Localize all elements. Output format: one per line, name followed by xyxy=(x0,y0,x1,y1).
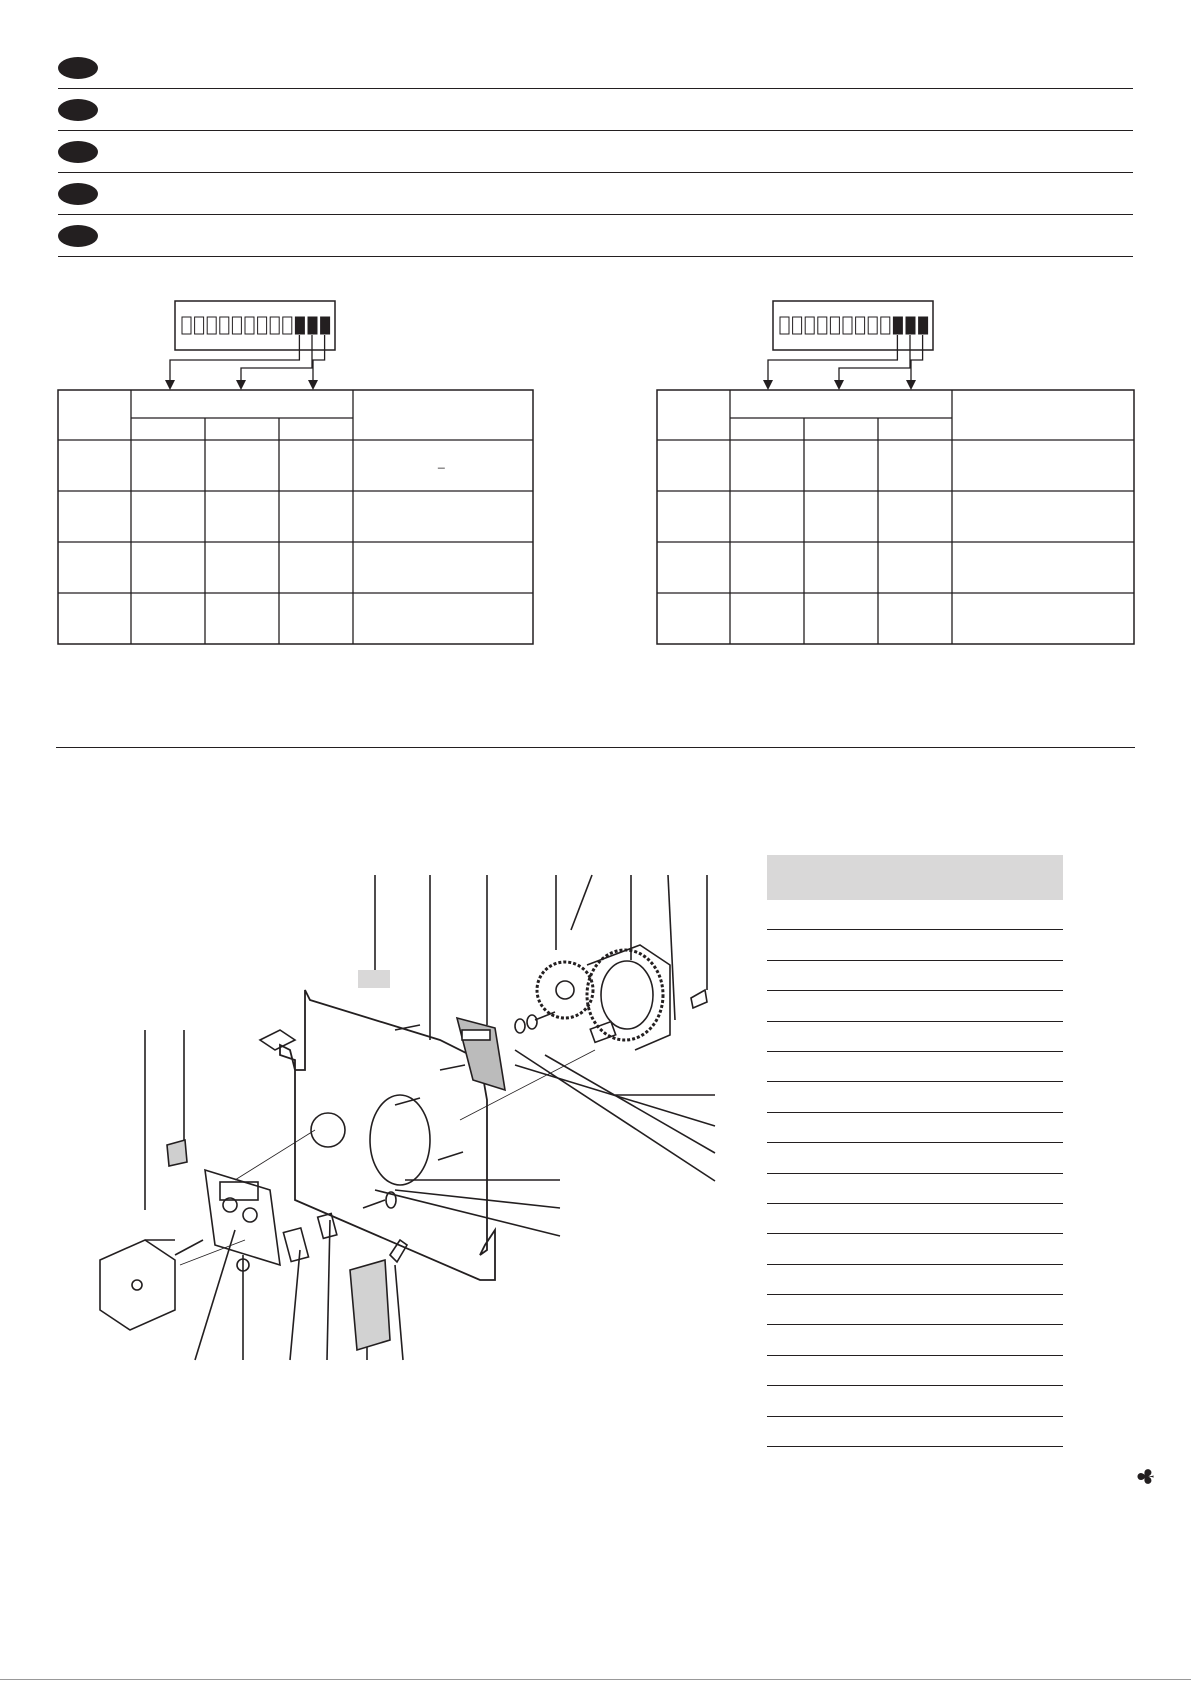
standoff xyxy=(283,1228,308,1262)
parts-list-header xyxy=(767,855,1063,900)
dip-switch-lever xyxy=(919,317,928,334)
arrow-head-icon xyxy=(763,380,773,390)
table-cell-mark: _ xyxy=(438,455,445,469)
parts-list-table xyxy=(767,855,1063,1447)
dip-switch-table-right xyxy=(0,0,1191,700)
callout-line xyxy=(395,1190,560,1208)
dip-switch-lever xyxy=(793,317,802,334)
parts-list-row xyxy=(767,1204,1063,1234)
callout-line xyxy=(571,875,592,930)
dip-switch-arrow xyxy=(911,335,923,383)
label-sticker xyxy=(457,1018,505,1090)
screw xyxy=(363,1200,385,1208)
gear-wheel xyxy=(537,962,593,1018)
parts-list-row xyxy=(767,1022,1063,1052)
arrow-head-icon xyxy=(906,380,916,390)
dip-switch-lever xyxy=(805,317,814,334)
mounting-bracket xyxy=(260,1030,295,1050)
dip-switch-lever xyxy=(830,317,839,334)
dip-switch-lever xyxy=(906,317,915,334)
parts-list-row xyxy=(767,1417,1063,1447)
parts-list-row xyxy=(767,930,1063,960)
dip-switch-lever xyxy=(818,317,827,334)
parts-list-row xyxy=(767,1234,1063,1264)
label-plate xyxy=(358,970,390,988)
parts-list-row xyxy=(767,1356,1063,1386)
callout-line xyxy=(395,1265,403,1360)
connector xyxy=(167,1140,187,1166)
dip-switch-lever xyxy=(881,317,890,334)
page-edge-rule xyxy=(0,1679,1191,1680)
callout-line xyxy=(668,875,675,1020)
washer xyxy=(515,1019,525,1033)
dip-switch-lever xyxy=(868,317,877,334)
dip-switch-lever xyxy=(893,317,902,334)
dip-switch-lever xyxy=(856,317,865,334)
parts-list-row xyxy=(767,1082,1063,1112)
spacer xyxy=(590,1022,615,1043)
ring-housing xyxy=(587,945,670,1050)
brand-logo-icon: ♣ xyxy=(1134,1466,1160,1487)
callout-line xyxy=(515,1050,715,1181)
stepper-motor xyxy=(100,1240,203,1330)
parts-list-row xyxy=(767,1325,1063,1355)
screw xyxy=(691,990,707,1008)
callout-line xyxy=(375,1190,560,1236)
settings-table xyxy=(657,390,1134,644)
parts-list-row xyxy=(767,1143,1063,1173)
parts-list-row xyxy=(767,1265,1063,1295)
callout-line xyxy=(545,1055,715,1153)
arrow-head-icon xyxy=(834,380,844,390)
dip-switch-arrow xyxy=(839,335,910,383)
parts-list-row xyxy=(767,991,1063,1021)
dip-switch-block xyxy=(763,301,933,390)
callout-line xyxy=(290,1250,300,1360)
table-frame xyxy=(657,390,1134,644)
parts-list-row xyxy=(767,961,1063,991)
cable-clip xyxy=(350,1260,390,1350)
dip-switch-arrow xyxy=(768,335,897,383)
dip-switch-lever xyxy=(780,317,789,334)
exploded-parts-diagram xyxy=(95,870,735,1365)
dip-switch-lever xyxy=(843,317,852,334)
callout-line xyxy=(327,1220,330,1360)
parts-list-row xyxy=(767,900,1063,930)
support-pin xyxy=(390,1240,407,1262)
section-divider xyxy=(56,747,1135,748)
parts-list-row xyxy=(767,1295,1063,1325)
parts-list-row xyxy=(767,1386,1063,1416)
parts-list-row xyxy=(767,1052,1063,1082)
parts-list-row xyxy=(767,1174,1063,1204)
parts-list-row xyxy=(767,1113,1063,1143)
washer xyxy=(527,1015,537,1029)
